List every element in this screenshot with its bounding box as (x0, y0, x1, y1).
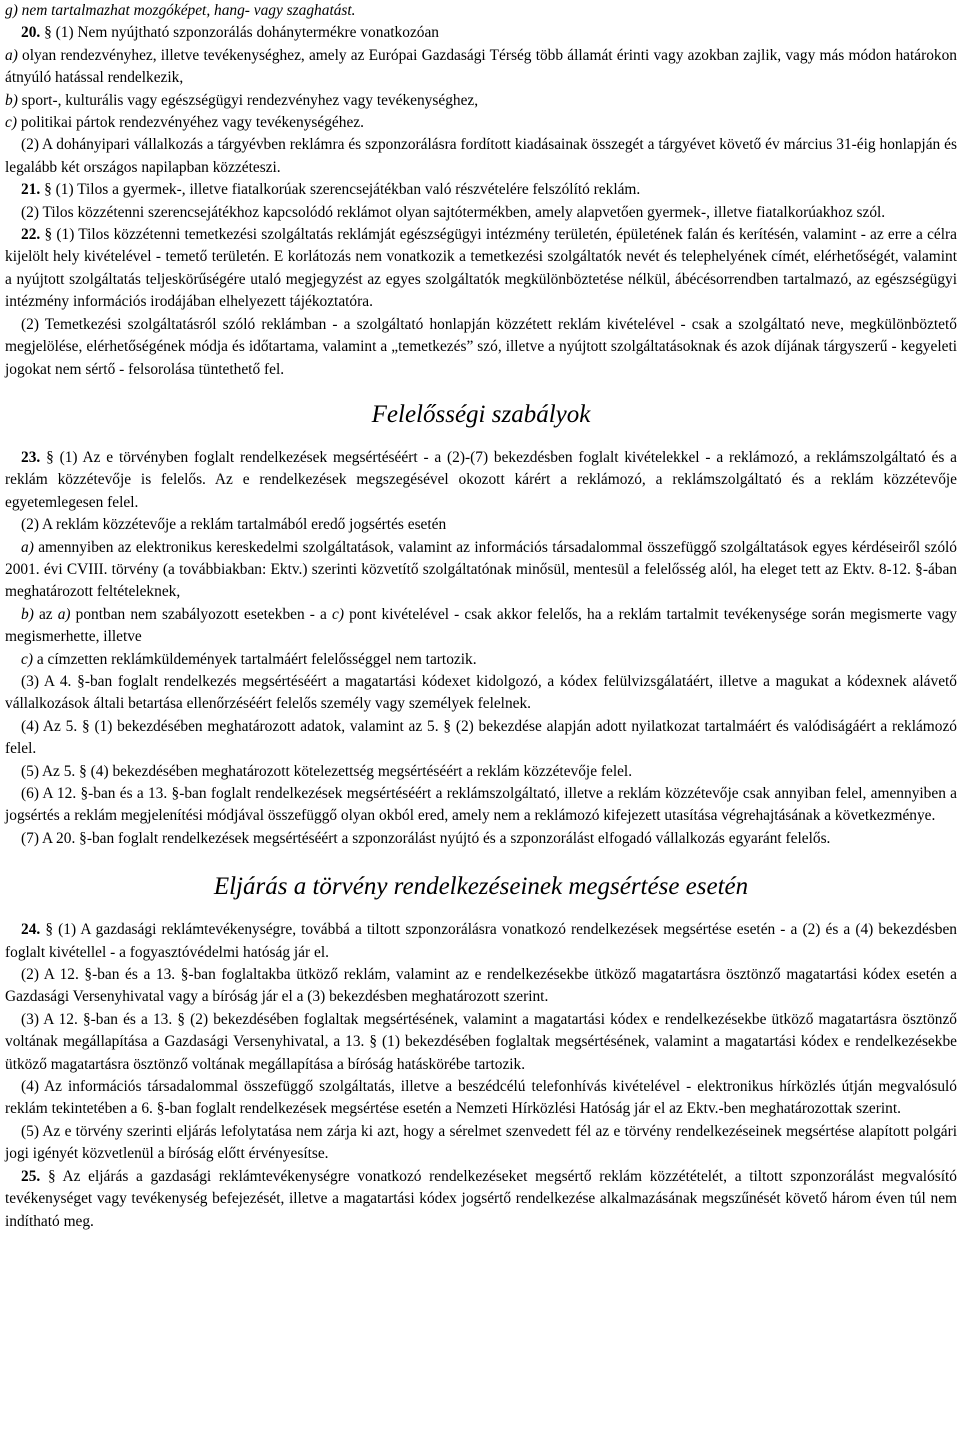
paragraph-p25 (5, 1166, 957, 1233)
text-run: politikai pártok rendezvényéhez vagy tevékenységéhez. (16, 114, 364, 132)
paragraph-p19 (5, 828, 957, 850)
text-run: a címzetten reklámküldemények tartalmáért felelősséggel nem tartozik. (32, 650, 477, 668)
text-run: § (1) Tilos közzétenni temetkezési szolgáltatás reklámját egészségügyi intézmény területén, épületének falán és kerítésén, valamint - az erre a célra kijelölt hely kivételével - temető területén. E korlátozás nem vonatkozik a temetkezési szolgáltatók nevét és telephelyének címét, elérhetőségét, valamint a nyújtott szolgáltatás teljeskörűségére utaló megjegyzést az egyes szolgáltatók megkülönböztetése nélkül, ábécésorrendben tartalmazó, az egészségügyi intézmény információs irodájában elhelyezett tájékoztatóra. (5, 226, 957, 311)
section-number: 21. (21, 181, 41, 199)
list-marker: b) (5, 91, 18, 109)
paragraph-p9 (5, 314, 957, 381)
text-run: (2) A reklám közzétevője a reklám tartalmából eredő jogsértés esetén (21, 516, 447, 534)
list-marker: b) (21, 605, 34, 623)
text-run: amennyiben az elektronikus kereskedelmi szolgáltatások, valamint az információs társadalommal összefüggő szolgáltatások egyes kérdéseiről szóló 2001. évi CVIII. törvény (a továbbiakban: Ektv.) szerinti közvetítő szolgáltatónak minősül, mentesül a felelősség alól, ha eleget tett az Ektv. 8-12. §-ában meghatározott feltételeknek, (5, 538, 957, 601)
text-run: pont kivételével - csak akkor felelős, ha a reklám tartalmit tevékenysége során megismerte vagy megismerhette, illetve (5, 605, 957, 646)
section-heading: Felelősségi szabályok (371, 400, 591, 428)
text-run: (2) Tilos közzétenni szerencsejátékhoz kapcsolódó reklámot olyan sajtótermékben, amely alapvetően gyermek-, illetve fiatalkorúakhoz szól. (21, 203, 886, 221)
list-marker: c) (331, 605, 344, 623)
paragraph-p20 (5, 919, 957, 964)
paragraph-p6 (5, 179, 957, 201)
text-run: pontban nem szabályozott esetekben - a (70, 605, 332, 623)
section-number: 24. (21, 921, 41, 939)
section-number: 23. (21, 448, 41, 466)
paragraph-p7 (5, 202, 957, 224)
paragraph-p24 (5, 1121, 957, 1166)
text-run: (4) Az információs társadalommal összefüggő szolgáltatás, illetve a beszédcélú telefonhívás kivételével - elektronikus hírközlés útján megvalósuló reklám tekintetében a 6. §-ban foglalt rendelkezések megsértése esetén a Nemzeti Hírközlési Hatóság jár el az Ektv.-ben meghatározottak szerint. (5, 1078, 957, 1118)
paragraph-p3 (5, 90, 957, 112)
paragraph-p12 (5, 537, 957, 604)
text-run: § Az eljárás a gazdasági reklámtevékenységre vonatkozó rendelkezéseket megsértő reklám közzétételét, a tiltott szponzorálást megvalósító tevékenységet vagy tevékenység befejezését, illetve a magatartási kódex jogsértő rendelkezése alkalmazásának megszűnését követő három éven túl nem indítható meg. (5, 1167, 957, 1230)
section-heading: Eljárás a törvény rendelkezéseinek megsértése esetén (213, 873, 749, 901)
text-run: (4) Az 5. § (1) bekezdésében meghatározott adatok, valamint az 5. § (2) bekezdése alapján adott nyilatkozat tartalmáért és valódiságáért a reklámozó felel. (5, 717, 957, 758)
section-number: 25. (21, 1167, 41, 1185)
paragraph-p0 (5, 0, 957, 22)
section-number: 20. (21, 24, 41, 42)
text-run: (3) A 4. §-ban foglalt rendelkezés megsértéséért a magatartási kódexet kidolgozó, a kódex felülvizsgálatáért, illetve a magukat a kódexnek alávető vállalkozások általi betartása ellenőrzéséért felelős személy vagy személyek felelnek. (5, 672, 957, 713)
paragraph-p4 (5, 112, 957, 134)
text-run: § (1) Az e törvényben foglalt rendelkezések megsértéséért - a (2)-(7) bekezdésben foglalt kivételekkel - a reklámozó, a reklámszolgáltató és a reklám közzétevője is felelős. Az e rendelkezések megszegésével okozott kárért a reklámozó, a reklámszolgáltató és a reklám közzétevője egyetemlegesen felel. (5, 448, 957, 511)
text-run: az (33, 605, 58, 623)
text-run: olyan rendezvényhez, illetve tevékenységhez, amely az Európai Gazdasági Térség több államát érinti vagy azokban zajlik, vagy más módon határokon átnyúló hatással rendelkezik, (5, 46, 957, 87)
text-run: (6) A 12. §-ban és a 13. §-ban foglalt rendelkezések megsértéséért a reklámszolgáltató, illetve a reklám közzétevője csak annyiban felel, amennyiben a jogsértés a reklám megjelenítési módjával összefüggő olyan okból ered, amely nem a reklámozó kifejezett utasítása végrehajtásának a következménye. (5, 785, 957, 825)
list-marker: a) (21, 538, 34, 556)
paragraph-p14 (5, 649, 957, 671)
paragraph-p8 (5, 224, 957, 314)
text-run: (5) Az e törvény szerinti eljárás lefolytatása nem zárja ki azt, hogy a sérelmet szenvedett fél az e törvény rendelkezéseinek megsértése alapított polgári jogi igényét közvetlenül a bíróság előtt érvényesítse. (5, 1122, 957, 1163)
text-run: (2) A 12. §-ban és a 13. §-ban foglaltakba ütköző reklám, valamint az e rendelkezésekbe ütköző magatartásra ösztönző magatartási kódex esetén a Gazdasági Versenyhivatal vagy a bíróság jár el a (3) bekezdésben meghatározott szerint. (5, 966, 957, 1006)
paragraph-p18 (5, 783, 957, 828)
list-marker: c) (5, 114, 17, 132)
list-marker: g) nem tartalmazhat mozgóképet, hang- vagy szaghatást. (5, 2, 356, 19)
text-run: (3) A 12. §-ban és a 13. § (2) bekezdésében foglaltak megsértésének, valamint a magatartási kódex e rendelkezésekbe ütköző magatartásra ösztönző voltának megállapítása a Gazdasági Versenyhivatal, a 13. § (1) bekezdésében foglaltak megsértésének, valamint a magatartási kódex e rendelkezésekbe ütköző magatartásra ösztönző voltának megállapítása a bíróság hatáskörébe tartozik. (5, 1010, 957, 1073)
paragraph-p5 (5, 134, 957, 179)
paragraph-p16 (5, 716, 957, 761)
paragraph-p21 (5, 964, 957, 1009)
section-number: 22. (21, 226, 41, 244)
text-run: (7) A 20. §-ban foglalt rendelkezések megsértéséért a szponzorálást nyújtó és a szponzorálást elfogadó vállalkozás egyaránt felelős. (21, 829, 831, 847)
text-run: (2) A dohányipari vállalkozás a tárgyévben reklámra és szponzorálásra fordított kiadásainak összegét a tárgyévet követő év március 31-éig honlapján és legalább két országos napilapban közzéteszi. (5, 136, 957, 176)
paragraph-p1 (5, 22, 957, 44)
text-run: § (1) Tilos a gyermek-, illetve fiatalkorúak szerencsejátékban való részvételére felszólító reklám. (40, 181, 641, 199)
paragraph-p2 (5, 45, 957, 90)
list-marker: a) (5, 46, 18, 64)
text-run: § (1) A gazdasági reklámtevékenységre, továbbá a tiltott szponzorálásra vonatkozó rendelkezések megsértése esetén - a (2) és a (4) bekezdésben foglalt kivétellel - a fogyasztóvédelmi hatóság jár el. (5, 921, 957, 961)
list-marker: c) (21, 650, 33, 668)
paragraph-p15 (5, 671, 957, 716)
text-run: § (1) Nem nyújtható szponzorálás dohánytermékre vonatkozóan (40, 24, 439, 42)
paragraph-p10 (5, 447, 957, 514)
paragraph-p23 (5, 1076, 957, 1121)
paragraph-p22 (5, 1009, 957, 1076)
text-run: (5) Az 5. § (4) bekezdésében meghatározott kötelezettség megsértéséért a reklám közzétevője felel. (21, 762, 633, 780)
paragraph-p11 (5, 514, 957, 536)
list-marker: a) (57, 605, 71, 623)
paragraph-p17 (5, 761, 957, 783)
paragraph-p13 (5, 604, 957, 649)
text-run: sport-, kulturális vagy egészségügyi rendezvényhez vagy tevékenységhez, (17, 91, 479, 109)
text-run: (2) Temetkezési szolgáltatásról szóló reklámban - a szolgáltató honlapján közzétett reklám kivételével - csak a szolgáltató neve, megkülönböztető megjelölése, elérhetőségének módja és időtartama, valamint a „temetkezés” szó, illetve a nyújtott szolgáltatásoknak és azok díjának tárgyszerű - kegyeleti jogokat nem sértő - felsorolása tüntethető fel. (5, 315, 957, 378)
